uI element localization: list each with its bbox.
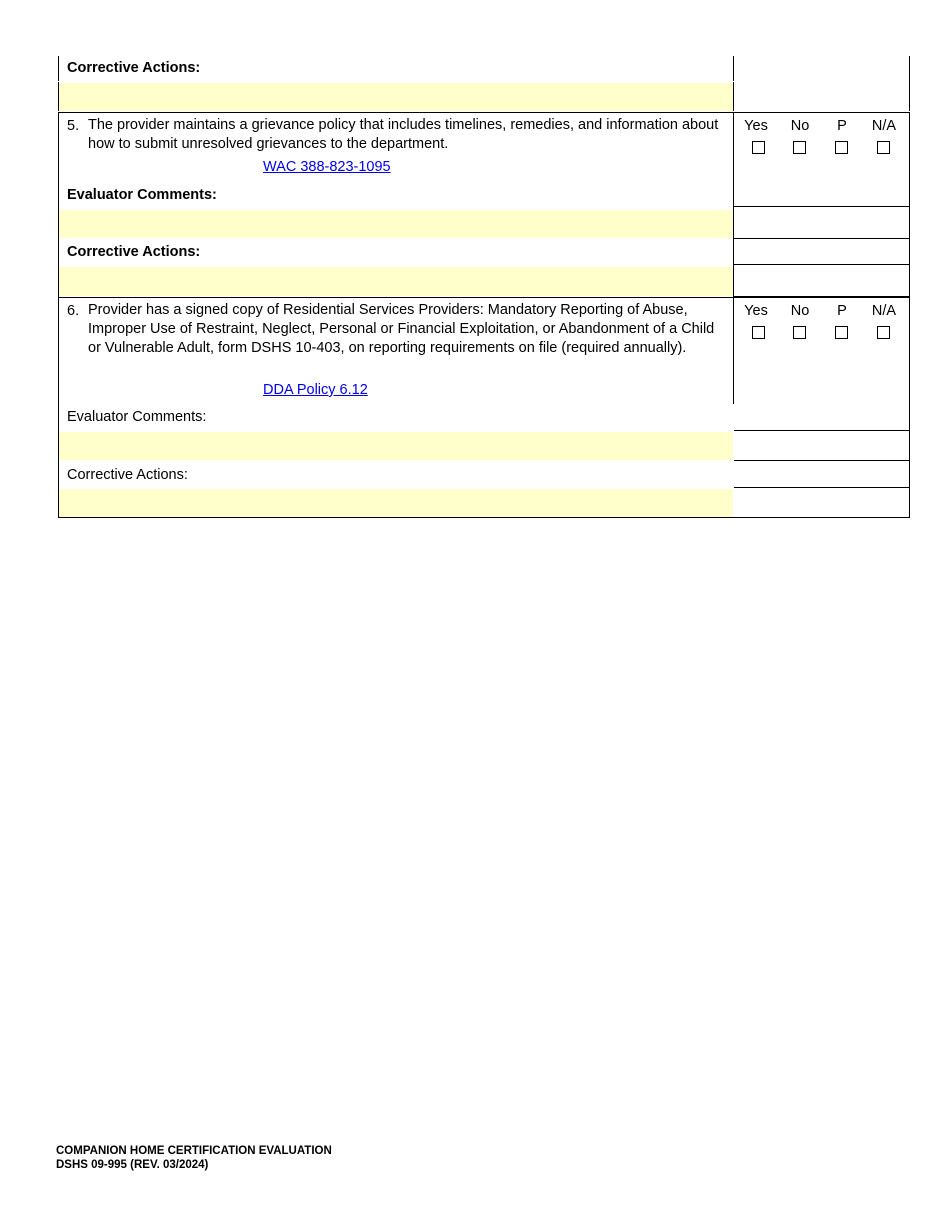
option-yes-label: Yes bbox=[744, 118, 768, 134]
table-border bbox=[734, 206, 910, 207]
checkbox-na[interactable] bbox=[877, 141, 890, 154]
checkbox-no[interactable] bbox=[793, 326, 806, 339]
policy-reference-link[interactable]: DDA Policy 6.12 bbox=[263, 382, 368, 398]
checkbox-p[interactable] bbox=[835, 141, 848, 154]
option-no-label: No bbox=[790, 303, 810, 319]
option-na-label: N/A bbox=[871, 303, 897, 319]
checkbox-yes[interactable] bbox=[752, 326, 765, 339]
table-border bbox=[909, 298, 910, 518]
corrective-actions-label: Corrective Actions: bbox=[67, 467, 188, 483]
table-border bbox=[58, 298, 59, 518]
table-border bbox=[734, 264, 910, 265]
table-border bbox=[733, 112, 734, 298]
corrective-actions-field[interactable] bbox=[59, 489, 733, 517]
table-border bbox=[734, 487, 910, 488]
evaluator-comments-field[interactable] bbox=[59, 210, 733, 238]
checkbox-yes[interactable] bbox=[752, 141, 765, 154]
table-border bbox=[733, 298, 734, 404]
option-p-label: P bbox=[837, 303, 847, 319]
table-border bbox=[58, 112, 910, 113]
option-yes-label: Yes bbox=[744, 303, 768, 319]
item-requirement-text: The provider maintains a grievance policy that includes timelines, remedies, and information about how to submit unresolved grievances to the department. bbox=[88, 117, 719, 152]
item-number: 6. bbox=[67, 303, 80, 319]
divider bbox=[58, 81, 734, 82]
table-border bbox=[733, 56, 734, 111]
evaluator-comments-field[interactable] bbox=[59, 432, 733, 460]
option-na-label: N/A bbox=[871, 118, 897, 134]
corrective-actions-label: Corrective Actions: bbox=[67, 244, 201, 260]
item-number: 5. bbox=[67, 118, 80, 134]
checkbox-p[interactable] bbox=[835, 326, 848, 339]
checkbox-na[interactable] bbox=[877, 326, 890, 339]
corrective-actions-field[interactable] bbox=[59, 267, 733, 296]
table-border bbox=[734, 430, 910, 431]
item-requirement-text: Provider has a signed copy of Residential Services Providers: Mandatory Reporting of Abuse, Improper Use of Restraint, Neglect, Personal or Financial Exploitation, or Abandonment of a Child or Vulnerable Adult, form DSHS 10-403, on reporting requirements on file (required annually). bbox=[88, 302, 715, 356]
form-number: DSHS 09-995 (REV. 03/2024) bbox=[56, 1159, 209, 1171]
table-border bbox=[734, 238, 910, 239]
option-p-label: P bbox=[837, 118, 847, 134]
wac-reference-link[interactable]: WAC 388-823-1095 bbox=[263, 159, 391, 175]
evaluator-comments-label: Evaluator Comments: bbox=[67, 187, 217, 203]
table-border bbox=[58, 517, 910, 518]
corrective-actions-label: Corrective Actions: bbox=[67, 60, 201, 76]
table-border bbox=[909, 56, 910, 111]
table-border bbox=[734, 460, 910, 461]
checkbox-no[interactable] bbox=[793, 141, 806, 154]
table-border bbox=[909, 112, 910, 298]
evaluator-comments-label: Evaluator Comments: bbox=[67, 409, 207, 425]
form-title: COMPANION HOME CERTIFICATION EVALUATION bbox=[56, 1145, 332, 1157]
corrective-actions-field[interactable] bbox=[59, 83, 733, 111]
table-border bbox=[58, 297, 910, 298]
option-no-label: No bbox=[790, 118, 810, 134]
